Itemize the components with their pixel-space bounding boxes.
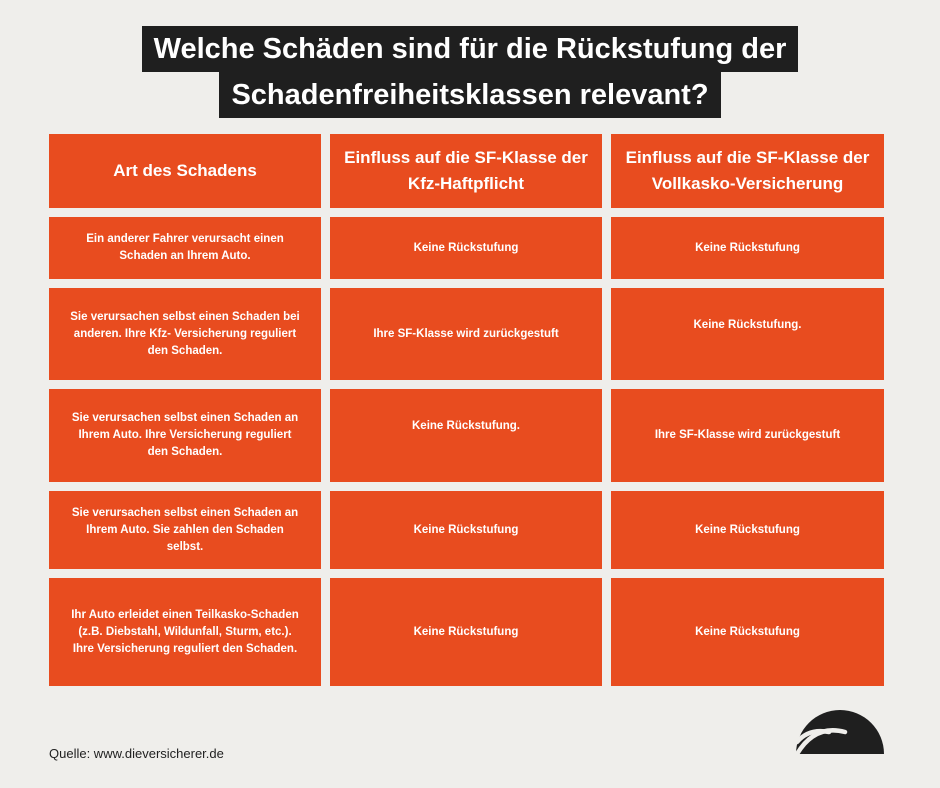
table-cell: Sie verursachen selbst einen Schaden bei anderen. Ihre Kfz- Versicherung reguliert den Schaden. [49,288,321,380]
table-cell: Sie verursachen selbst einen Schaden an Ihrem Auto. Sie zahlen den Schaden selbst. [49,491,321,569]
arc-logo-icon [795,706,885,756]
table-cell: Ein anderer Fahrer verursacht einen Schaden an Ihrem Auto. [49,217,321,279]
table-cell: Sie verursachen selbst einen Schaden an Ihrem Auto. Ihre Versicherung reguliert den Schaden. [49,389,321,482]
table-cell: Keine Rückstufung. [611,288,884,380]
table-header-cell: Einfluss auf die SF-Klasse der Kfz-Haftpflicht [330,134,602,208]
table-cell: Keine Rückstufung. [330,389,602,482]
table-header-cell: Einfluss auf die SF-Klasse der Vollkasko-Versicherung [611,134,884,208]
table-cell: Ihr Auto erleidet einen Teilkasko-Schaden (z.B. Diebstahl, Wildunfall, Sturm, etc.). Ihre Versicherung reguliert den Schaden. [49,578,321,686]
page-title [0,26,940,118]
source-note: Quelle: www.dieversicherer.de [49,746,224,761]
title-line-1: Welche Schäden sind für die Rückstufung der [142,26,799,72]
table-cell: Keine Rückstufung [611,217,884,279]
table-cell: Keine Rückstufung [611,491,884,569]
table-cell: Keine Rückstufung [330,578,602,686]
table-cell: Ihre SF-Klasse wird zurückgestuft [330,288,602,380]
table-cell: Ihre SF-Klasse wird zurückgestuft [611,389,884,482]
table-cell: Keine Rückstufung [330,217,602,279]
table-cell: Keine Rückstufung [611,578,884,686]
table-header-cell: Art des Schadens [49,134,321,208]
title-line-2: Schadenfreiheitsklassen relevant? [219,72,720,118]
table-cell: Keine Rückstufung [330,491,602,569]
